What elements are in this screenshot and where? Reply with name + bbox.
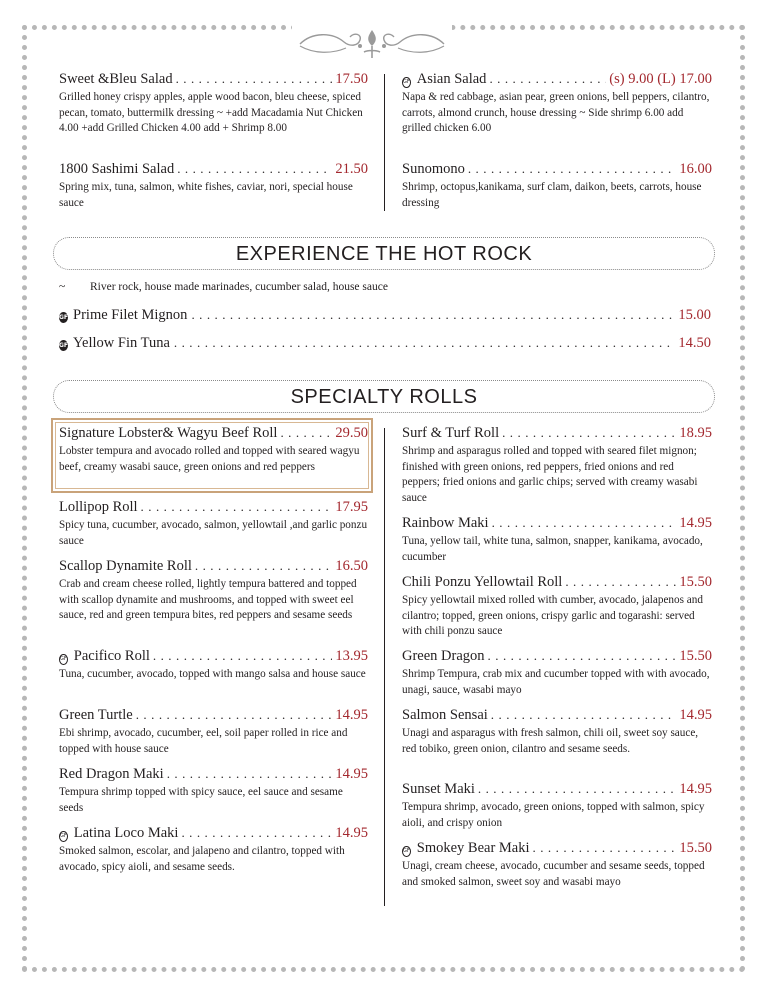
gluten-free-icon: GF [402,77,411,88]
menu-item-chili-ponzu-yellowtail-roll: Chili Ponzu Yellowtail Roll . . . 15.50 Spicy yellowtail mixed rolled with cumber, avocado, jalapenos and cilantro; topped, green onions, crispy garlic and togarashi: served with chili ponzu sauce [402,573,712,640]
menu-item-red-dragon-maki: Red Dragon Maki . . . 14.95 Tempura shrimp topped with spicy sauce, eel sauce and sesame seeds [59,765,368,816]
gluten-free-icon: GF [59,831,68,842]
menu-item-1800-sashimi-salad: 1800 Sashimi Salad . . . 21.50 Spring mix, tuna, salmon, white fishes, caviar, nori, special house sauce [59,160,368,211]
gluten-free-icon: GF [59,342,69,349]
menu-item-prime-filet-mignon: GF Prime Filet Mignon . . . 15.00 [59,306,711,324]
menu-item-salmon-sensai: Salmon Sensai . . . 14.95 Unagi and asparagus with fresh salmon, chili oil, sweet soy sauce, red tobiko, green onion, cilantro and sesame seeds. [402,706,712,757]
menu-item-sunomono: Sunomono . . . 16.00 Shrimp, octopus,kanikama, surf clam, daikon, beets, carrots, house dressing [402,160,712,211]
menu-item-pacifico-roll: GF Pacifico Roll . . . 13.95 Tuna, cucumber, avocado, topped with mango salsa and house sauce [59,647,368,683]
menu-item-sweet-bleu-salad: Sweet &Bleu Salad . . . 17.50 Grilled honey crispy apples, apple wood bacon, bleu cheese, spiced pecan, tomato, buttermilk dressing ~ +add Macadamia Nut Chicken 4.00 +add Grilled Chicken 4.00 add + Shrimp 8.00 [59,70,368,137]
hot-rock-note: ~ River rock, house made marinades, cucumber salad, house sauce [59,281,388,293]
gluten-free-icon: GF [402,846,411,857]
section-title-hot-rock: EXPERIENCE THE HOT ROCK [53,237,715,270]
gluten-free-icon: GF [59,654,68,665]
menu-item-rainbow-maki: Rainbow Maki . . . 14.95 Tuna, yellow tail, white tuna, salmon, snapper, kanikama, avocado, cucumber [402,514,712,565]
section-title-specialty-rolls: SPECIALTY ROLLS [53,380,715,413]
menu-item-smokey-bear-maki: GF Smokey Bear Maki . . . 15.50 Unagi, cream cheese, avocado, cucumber and sesame seeds, topped and smoked salmon, sweet soy and wasabi mayo [402,839,712,890]
menu-item-asian-salad: GF Asian Salad . . . (s) 9.00 (L) 17.00 Napa & red cabbage, asian pear, green onions, bell peppers, cilantro, carrots, almond crunch, house dressing ~ Side shrimp 6.00 add grilled chicken 6.00 [402,70,712,137]
menu-item-green-dragon: Green Dragon . . . 15.50 Shrimp Tempura, crab mix and cucumber topped with with avocado, unagi, sauce, wasabi mayo [402,647,712,698]
menu-item-lollipop-roll: Lollipop Roll . . . 17.95 Spicy tuna, cucumber, avocado, salmon, yellowtail ,and garlic ponzu sauce [59,498,368,549]
menu-item-surf-turf-roll: Surf & Turf Roll . . . 18.95 Shrimp and asparagus rolled and topped with seared filet mignon; finished with green onions, red peppers, fried onions and red peppers; fried onions and garlic chips; served with creamy wasabi sauce [402,424,712,506]
menu-item-yellow-fin-tuna: GF Yellow Fin Tuna . . . 14.50 [59,334,711,352]
menu-item-sunset-maki: Sunset Maki . . . 14.95 Tempura shrimp, avocado, green onions, topped with salmon, spicy aioli, and crispy onion [402,780,712,831]
gluten-free-icon: GF [59,314,69,321]
menu-item-scallop-dynamite-roll: Scallop Dynamite Roll . . . 16.50 Crab and cream cheese rolled, lightly tempura battered and topped with scallop dynamite and mushrooms, and topped with sweet eel sauce, red and green tempura bites, red peppers and sesame seeds [59,557,368,624]
menu-item-green-turtle: Green Turtle . . . 14.95 Ebi shrimp, avocado, cucumber, eel, soil paper rolled in rice and topped with house sauce [59,706,368,757]
column-divider [384,74,385,211]
flourish-ornament-icon [292,24,452,64]
menu-item-signature-lobster-wagyu-roll: Signature Lobster& Wagyu Beef Roll . . . 29.50 Lobster tempura and avocado rolled and topped with seared wagyu beef, creamy wasabi sauce, green onions and red peppers [59,424,368,475]
menu-item-latina-loco-maki: GF Latina Loco Maki . . . 14.95 Smoked salmon, escolar, and jalapeno and cilantro, topped with avocado, spicy aioli, and sesame seeds. [59,824,368,875]
column-divider [384,428,385,906]
